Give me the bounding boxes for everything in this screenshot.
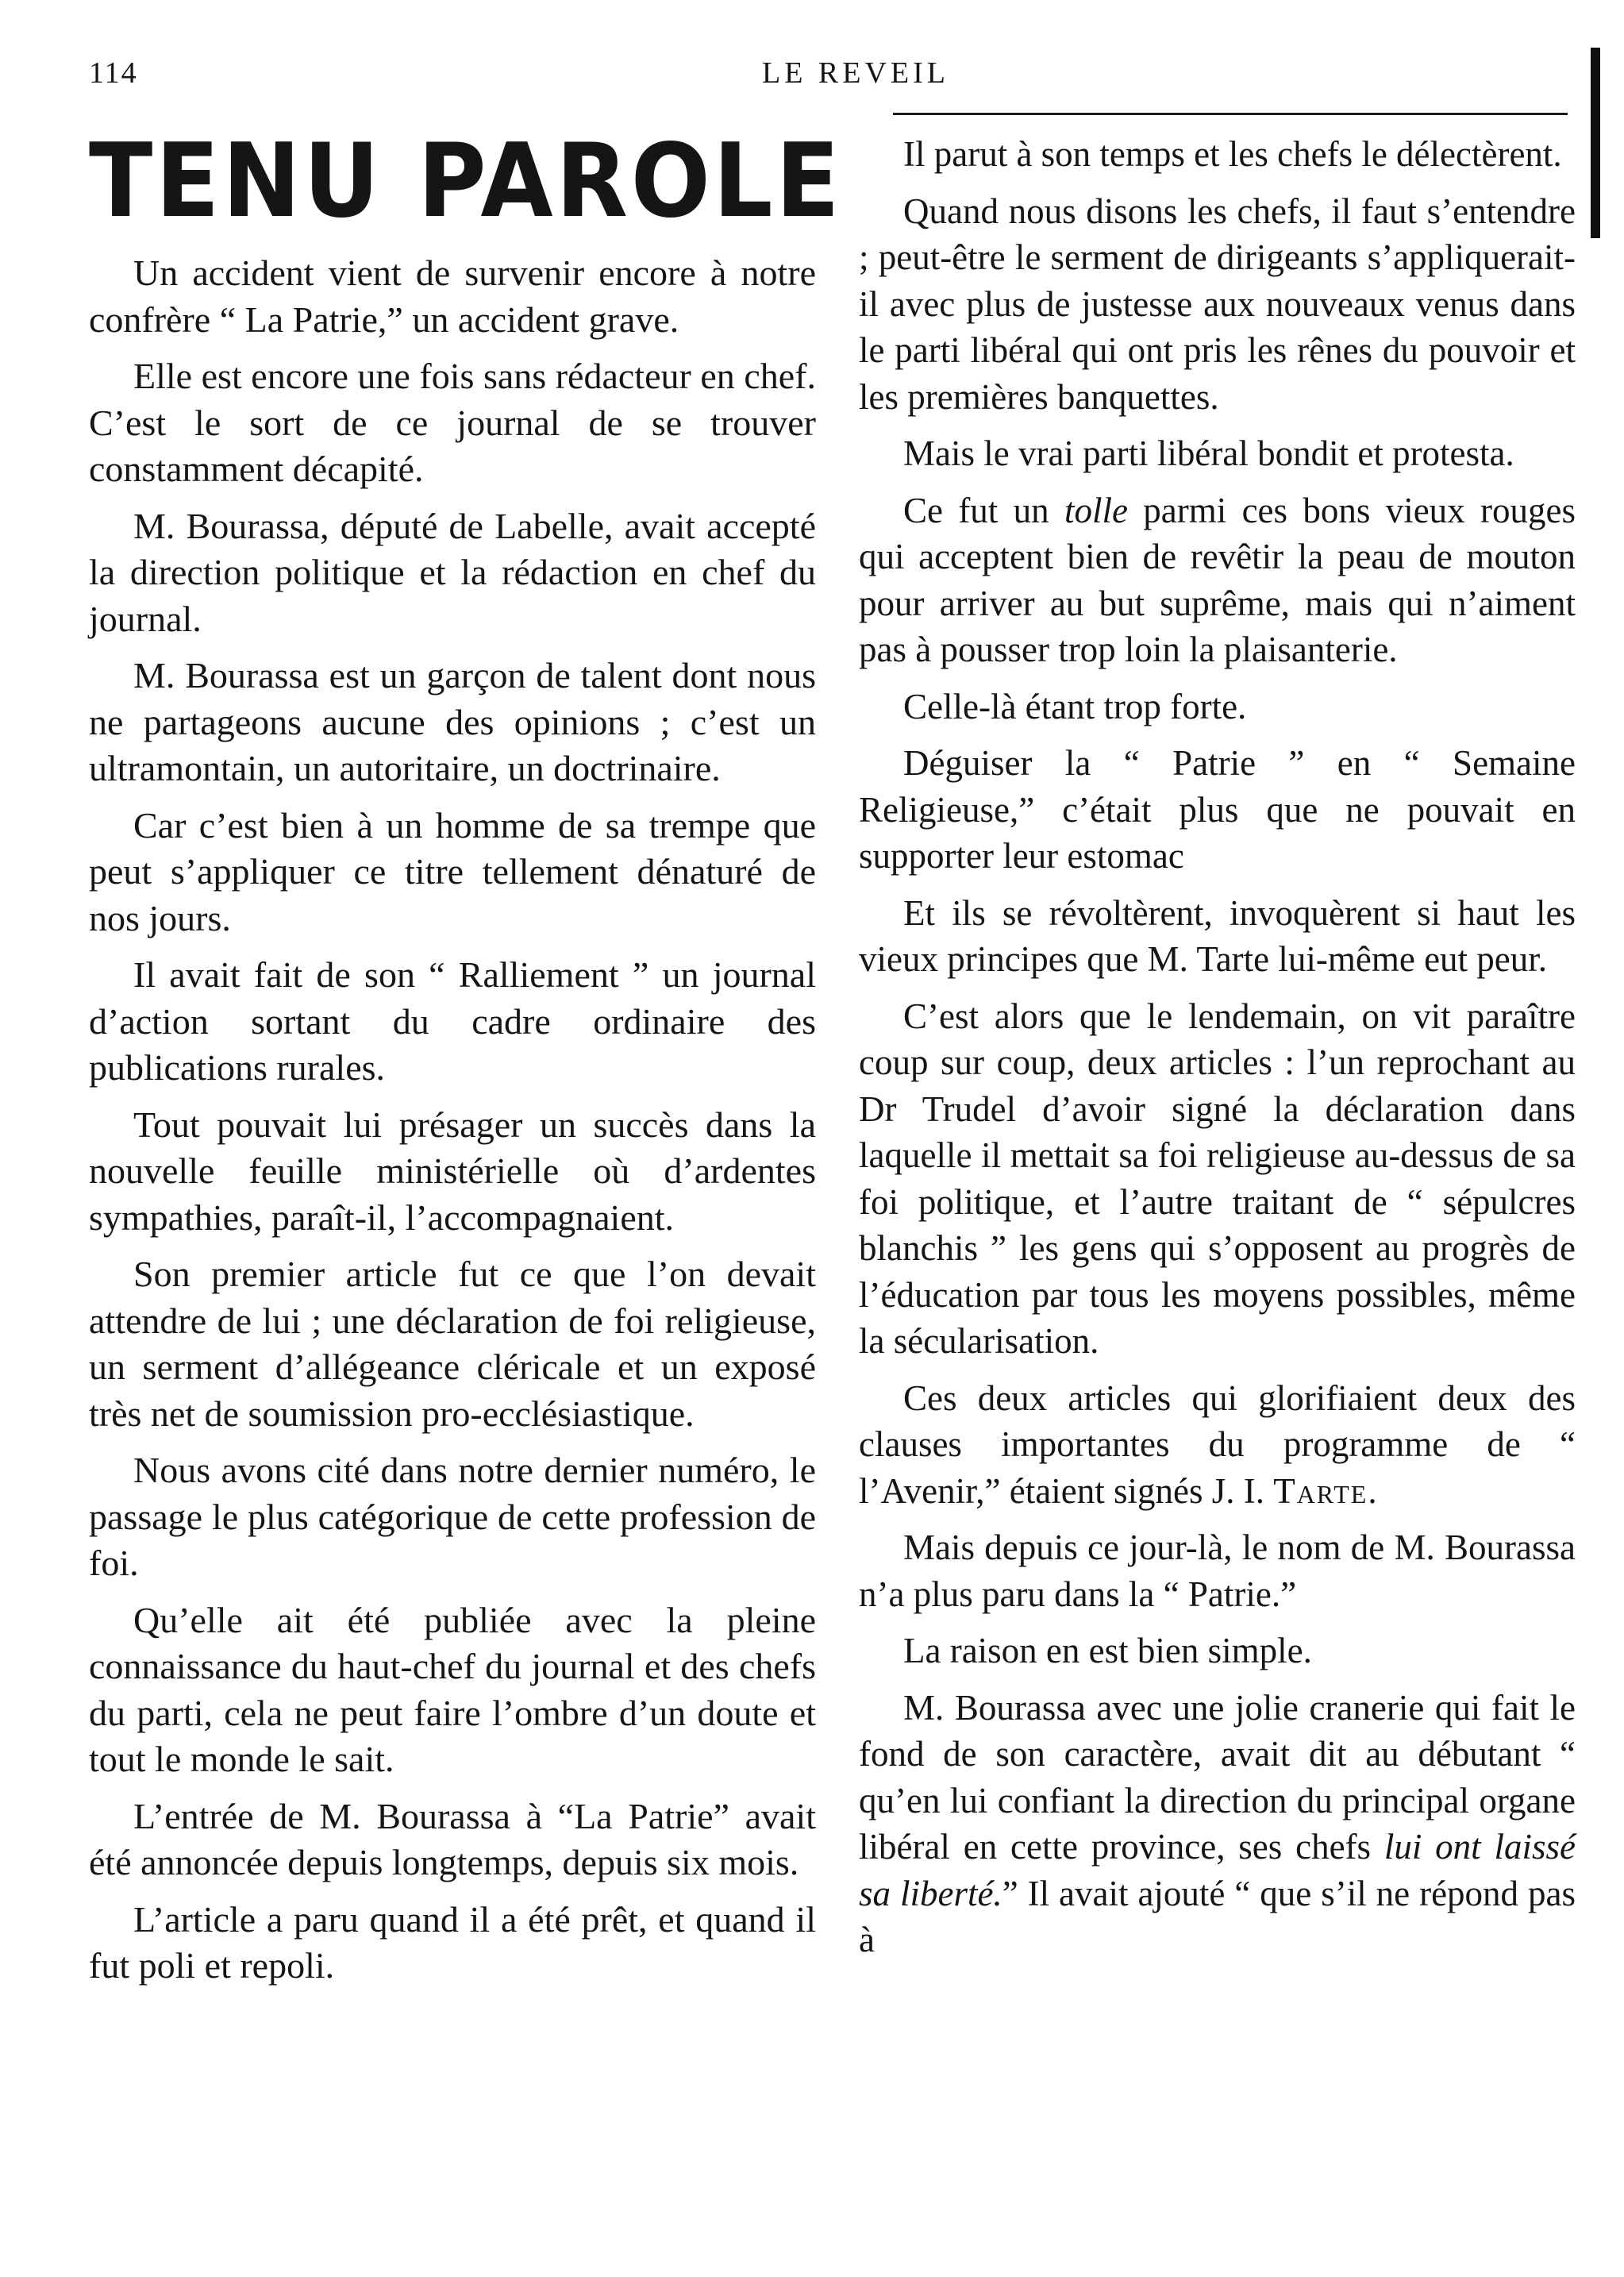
- paragraph: La raison en est bien simple.: [903, 1631, 1312, 1670]
- right-column: [859, 131, 1576, 1974]
- paragraph: Et ils se révoltèrent, invoquèrent si haut les vieux principes que M. Tarte lui-même eut peur.: [859, 892, 1576, 979]
- running-head: LE REVEIL: [762, 56, 950, 90]
- paragraph: Car c’est bien à un homme de sa trempe que peut s’appliquer ce titre tellement dénaturé de nos jours.: [89, 804, 816, 938]
- paragraph: [859, 487, 1576, 673]
- paragraph: Un accident vient de survenir encore à notre confrère “ La Patrie,” un accident grave.: [89, 252, 816, 340]
- text-run: Ces deux articles qui glorifiaient deux des clauses importantes du programme de “ l’Avenir,” étaient signés J. I.: [859, 1377, 1576, 1511]
- paragraph: Nous avons cité dans notre dernier numéro, le passage le plus catégorique de cette profession de foi.: [89, 1450, 816, 1583]
- page-number: 114: [89, 56, 138, 90]
- left-column: [89, 122, 843, 2000]
- paragraph: Son premier article fut ce que l’on devait attendre de lui ; une déclaration de foi religieuse, un serment d’allégeance cléricale et un exposé très net de soumission pro-ecclésiastique.: [89, 1254, 816, 1434]
- paragraph: M. Bourassa est un garçon de talent dont nous ne partageons aucune des opinions ; c’est un ultramontain, un autoritaire, un doctrinaire.: [89, 655, 816, 788]
- text-run: ” Il avait ajouté “ que s’il ne répond pas à: [859, 1873, 1576, 1959]
- paragraph: Mais depuis ce jour-là, le nom de M. Bourassa n’a plus paru dans la “ Patrie.”: [859, 1528, 1576, 1614]
- paragraph: Il avait fait de son “ Ralliement ” un journal d’action sortant du cadre ordinaire des publications rurales.: [89, 954, 816, 1088]
- paragraph: Mais le vrai parti libéral bondit et protesta.: [903, 433, 1514, 473]
- italic-quote: lui ont laissé sa liberté.: [859, 1827, 1576, 1913]
- signature-name: Tarte: [1273, 1470, 1368, 1511]
- text-run: M. Bourassa avec une jolie cranerie qui fait le fond de son caractère, avait dit au débutant “ qu’en lui confiant la direction du principal organe libéral en cette province, ses chefs: [859, 1687, 1576, 1867]
- article-title: TENU PAROLE: [89, 122, 843, 241]
- paragraph: L’article a paru quand il a été prêt, et quand il fut poli et repoli.: [89, 1898, 816, 1986]
- paragraph: C’est alors que le lendemain, on vit paraître coup sur coup, deux articles : l’un reprochant au Dr Trudel d’avoir signé la déclaration dans laquelle il mettait sa foi religieuse au-dessus de sa foi politique, et l’autre traitant de “ sépulcres blanchis ” les gens qui s’opposent au progrès de l’éducation par tous les moyens possibles, même la sécularisation.: [859, 996, 1576, 1361]
- paragraph: Déguiser la “ Patrie ” en “ Semaine Religieuse,” c’était plus que ne pouvait en supporter leur estomac: [859, 743, 1576, 876]
- paragraph: Tout pouvait lui présager un succès dans la nouvelle feuille ministérielle où d’ardentes sympathies, paraît-il, l’accompagnaient.: [89, 1104, 816, 1238]
- header-rule: [893, 113, 1568, 115]
- paragraph: Qu’elle ait été publiée avec la pleine connaissance du haut-chef du journal et des chefs du parti, cela ne peut faire l’ombre d’un doute et tout le monde le sait.: [89, 1599, 816, 1779]
- italic-word: tolle: [1064, 490, 1128, 530]
- paragraph: [859, 1375, 1576, 1515]
- paragraph: [859, 1685, 1576, 1963]
- text-run: Ce fut un: [903, 490, 1064, 530]
- text-run: parmi ces bons vieux rouges qui acceptent bien de revêtir la peau de mouton pour arriver au but suprême, mais qui n’aiment pas à pousser trop loin la plaisanterie.: [859, 490, 1576, 669]
- paragraph: Celle-là étant trop forte.: [903, 686, 1247, 726]
- page-edge-mark: [1591, 48, 1600, 238]
- paragraph: L’entrée de M. Bourassa à “La Patrie” avait été annoncée depuis longtemps, depuis six mois.: [89, 1795, 816, 1882]
- paragraph: M. Bourassa, député de Labelle, avait accepté la direction politique et la rédaction en chef du journal.: [89, 505, 816, 639]
- paragraph: Elle est encore une fois sans rédacteur en chef. C’est le sort de ce journal de se trouver constamment décapité.: [89, 356, 816, 489]
- paragraph: Quand nous disons les chefs, il faut s’entendre ; peut-être le serment de dirigeants s’appliquerait-il avec plus de justesse aux nouveaux venus dans le parti libéral qui ont pris les rênes du pouvoir et les premières banquettes.: [859, 191, 1576, 417]
- text-run: .: [1368, 1470, 1377, 1511]
- paragraph: Il parut à son temps et les chefs le délectèrent.: [903, 134, 1562, 174]
